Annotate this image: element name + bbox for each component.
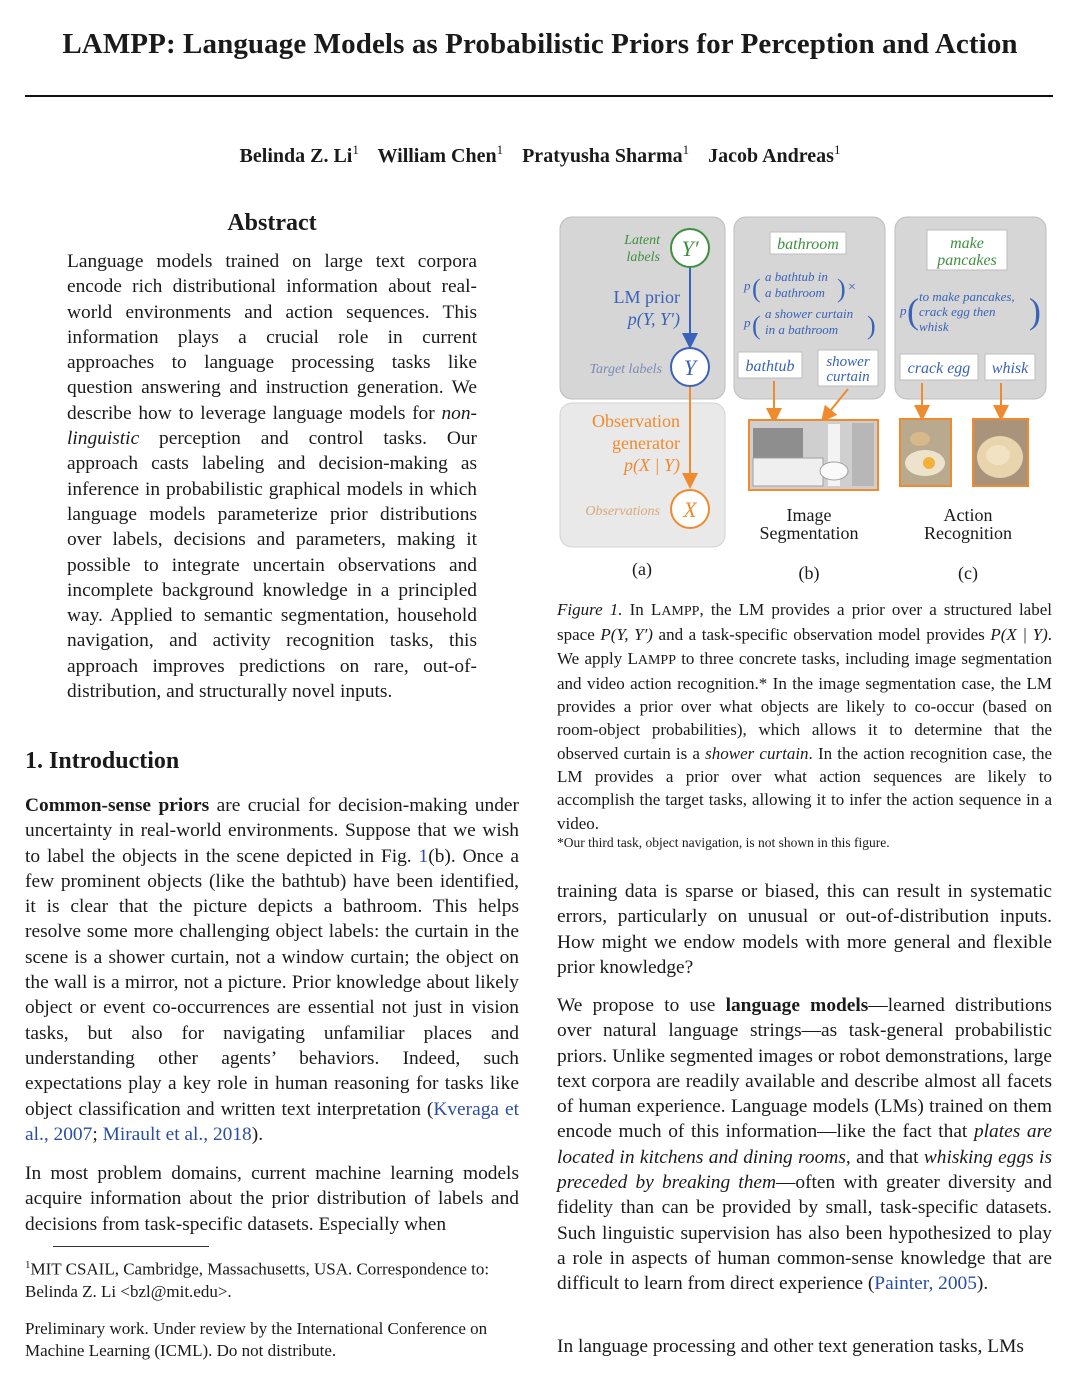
- preliminary-note: Preliminary work. Under review by the International Conference on Machine Learning (ICML). Do not distribute.: [25, 1319, 488, 1360]
- author-affiliation: 1: [833, 142, 841, 157]
- task-label: Recognition: [924, 523, 1012, 543]
- goal-label: make: [950, 235, 984, 252]
- abstract-emphasis: non-linguistic: [67, 402, 477, 450]
- task-label: Segmentation: [759, 523, 859, 543]
- paren-close: ): [1029, 291, 1041, 331]
- title-acronym: LAMPP: [62, 28, 166, 60]
- panel-a-label: (a): [632, 559, 652, 579]
- intro-text: (b). Once a few prominent objects (like the bathtub) have been identified, it is clear that the picture depicts a bathroom. This helps resolve some more challenging object labels: the curtain in the scene is a shower curtain, not a window curtain; the object on the wall is a mirror, not a picture. Prior knowledge about likely object or event co-occurrences are essential not just in vision tasks, but also for navigating unfamiliar places and understanding other agents’ behaviors. Indeed, such expectations play a key role in human reasoning for tasks like object classification and written text interpretation (: [25, 845, 519, 1120]
- times-sign: ×: [848, 280, 856, 295]
- prob-p: p: [744, 315, 751, 330]
- caption-smallcaps: AMPP: [661, 604, 700, 619]
- body-emphasis: plates are located in kitchens and dining rooms: [557, 1121, 1053, 1168]
- intro-bold: Common-sense priors: [25, 795, 210, 816]
- prob-term: a bathroom: [765, 285, 825, 300]
- task-label: Image: [786, 505, 832, 525]
- author-name: Pratyusha Sharma: [522, 145, 683, 167]
- node-y-label: Y: [683, 355, 697, 380]
- panel-b-label: (b): [798, 563, 820, 583]
- abstract-text: perception and control tasks. Our approach casts labeling and decision-making as inference in probabilistic graphical models in which language models parameterize prior distributions over labels, decisions and parameters, making it possible to integrate uncertain observations and incomplete background knowledge in a principled way. Applied to semantic segmentation, household navigation, and activity recognition tasks, this approach improves predictions on rare, out-of-distribution, and structurally novel inputs.: [67, 428, 477, 703]
- action-label-whisk: whisk: [991, 360, 1029, 377]
- object-label-curtain: curtain: [826, 369, 870, 385]
- intro-text: ;: [92, 1123, 103, 1145]
- paren-close: ): [867, 311, 876, 340]
- body-text: ).: [976, 1273, 989, 1295]
- task-label: Action: [943, 505, 993, 525]
- right-paragraph-2: [557, 993, 1052, 1297]
- body-bold: language models: [725, 995, 869, 1016]
- observations-label: Observations: [585, 504, 660, 519]
- latent-label: Latent: [624, 233, 660, 248]
- intro-paragraph-1: [25, 793, 519, 1147]
- prob-p: p: [744, 278, 751, 293]
- caption-text: . We apply L: [557, 625, 1052, 668]
- caption-smallcaps: AMPP: [637, 652, 676, 668]
- paren-open: (: [752, 274, 761, 303]
- caption-text: . In the action recognition case, the LM provides a prior over what action sequences are likely to accomplish the target tasks, allowing it to infer the action sequence in a video.: [557, 743, 1052, 833]
- footnote-text: MIT CSAIL, Cambridge, Massachusetts, USA. Correspondence to: Belinda Z. Li <bzl@mit.edu>.: [25, 1259, 490, 1301]
- lm-prior-label: LM prior: [613, 287, 680, 307]
- abstract-body: [67, 249, 477, 704]
- object-label-bathtub: bathtub: [745, 358, 795, 375]
- caption-text: to three concrete tasks, including image segmentation and video action recognition.* In the image segmentation case, the LM provides a prior over what objects are likely to co-occur (based on room-object probabilities), which allows it to determine that the observed curtain is a: [557, 648, 1052, 763]
- caption-label: Figure 1.: [557, 600, 623, 619]
- citation-link[interactable]: Mirault et al., 2018: [102, 1123, 252, 1145]
- footnote-rule: [53, 1246, 209, 1247]
- sequence-term: whisk: [919, 319, 949, 334]
- intro-text: are crucial for decision-making under uncertainty in real-world environments. Suppose that we wish to label the objects in the scene depicted in Fig.: [25, 795, 520, 867]
- right-paragraph-3: In language processing and other text generation tasks, LMs: [557, 1336, 1024, 1357]
- latent-label: labels: [626, 250, 660, 265]
- right-paragraph-1: training data is sparse or biased, this can result in systematic errors, particularly on unusual or out-of-distribution inputs. How might we endow models with more general and flexible prior knowledge?: [557, 881, 1052, 978]
- title-rest: : Language Models as Probabilistic Priors for Perception and Action: [165, 28, 1018, 60]
- author-name: Belinda Z. Li: [239, 145, 353, 167]
- caption-text: , the LM provides a prior over a structured label space: [557, 600, 1052, 645]
- body-text: —often with greater diversity and fidelity than can be provided by small, task-specific datasets. Such linguistic supervision has also been hypothesized to play a role in aspects of human common-sense knowledge that are difficult to learn from direct experience (: [557, 1172, 1052, 1295]
- body-text: , and that: [845, 1146, 924, 1168]
- body-text: We propose to use: [557, 995, 726, 1016]
- action-label-crack-egg: crack egg: [907, 360, 971, 377]
- object-label-shower: shower: [826, 354, 870, 370]
- caption-math: P(X | Y): [990, 625, 1048, 645]
- figure-1-diagram: [556, 213, 1056, 585]
- sequence-term: to make pancakes,: [919, 289, 1015, 304]
- lm-prior-formula: p(Y, Y′): [627, 309, 680, 329]
- paren-open: (: [907, 291, 919, 331]
- footnote: [25, 1254, 519, 1303]
- figure-caption: [557, 598, 1052, 835]
- bathroom-photo: [749, 420, 878, 490]
- author-list: [0, 142, 1080, 168]
- panel-c-label: (c): [958, 563, 978, 583]
- author-name: Jacob Andreas: [708, 145, 834, 167]
- node-yprime-label: Y′: [681, 236, 699, 261]
- body-emphasis: whisking eggs is preceded by breaking them: [557, 1146, 1052, 1194]
- author-name: William Chen: [377, 145, 497, 167]
- whisk-frame: [973, 419, 1028, 486]
- paper-title: [0, 28, 1080, 61]
- author-affiliation: 1: [496, 142, 504, 157]
- paren-close: ): [837, 274, 846, 303]
- sequence-term: crack egg then: [919, 304, 996, 319]
- figure-ref-link[interactable]: 1: [418, 845, 429, 867]
- target-label: Target labels: [589, 362, 662, 377]
- footnote-mark: 1: [25, 1259, 31, 1271]
- prob-term: a bathtub in: [765, 269, 828, 284]
- section-heading: 1. Introduction: [25, 748, 180, 774]
- abstract-heading: Abstract: [227, 210, 317, 236]
- intro-text: ).: [251, 1123, 264, 1145]
- obs-generator-formula: p(X | Y): [624, 455, 680, 475]
- author-affiliation: 1: [352, 142, 359, 157]
- caption-math: P(Y, Y′): [600, 625, 653, 645]
- crack-egg-frame: [900, 419, 951, 486]
- citation-link[interactable]: Kveraga et al., 2007: [25, 1098, 519, 1145]
- citation-link[interactable]: Painter, 2005: [874, 1273, 977, 1295]
- node-x-label: X: [683, 497, 697, 522]
- title-rule: [25, 95, 1053, 97]
- caption-text: and a task-specific observation model provides: [652, 625, 991, 645]
- goal-label: pancakes: [937, 252, 997, 269]
- title-smallcaps: [62, 28, 166, 60]
- obs-generator-label: Observation: [592, 411, 680, 431]
- prob-p: p: [900, 303, 907, 318]
- caption-note: *Our third task, object navigation, is not shown in this figure.: [557, 835, 890, 850]
- author-affiliation: 1: [682, 142, 690, 157]
- prob-term: in a bathroom: [765, 322, 839, 337]
- caption-emphasis: shower curtain: [705, 743, 809, 763]
- abstract-text: Language models trained on large text corpora encode rich distributional information about real-world environments and action sequences. This information plays a crucial role in current approaches to language processing tasks like question answering and instruction generation. We describe how to leverage language models for: [67, 251, 477, 424]
- prob-term: a shower curtain: [765, 306, 854, 321]
- intro-paragraph-2: In most problem domains, current machine learning models acquire information about the prior distribution of labels and decisions from task-specific datasets. Especially when: [25, 1163, 519, 1235]
- paren-open: (: [752, 311, 761, 340]
- body-text: —learned distributions over natural language strings—as task-general probabilistic priors. Unlike segmented images or robot demonstrations, large text corpora are readily available and describe almost all facets of human experience. Language models (LMs) trained on them encode much of this information—like the fact that: [557, 995, 1052, 1143]
- caption-text: In L: [622, 600, 662, 619]
- obs-generator-label: generator: [612, 433, 680, 453]
- room-label: bathroom: [777, 236, 839, 253]
